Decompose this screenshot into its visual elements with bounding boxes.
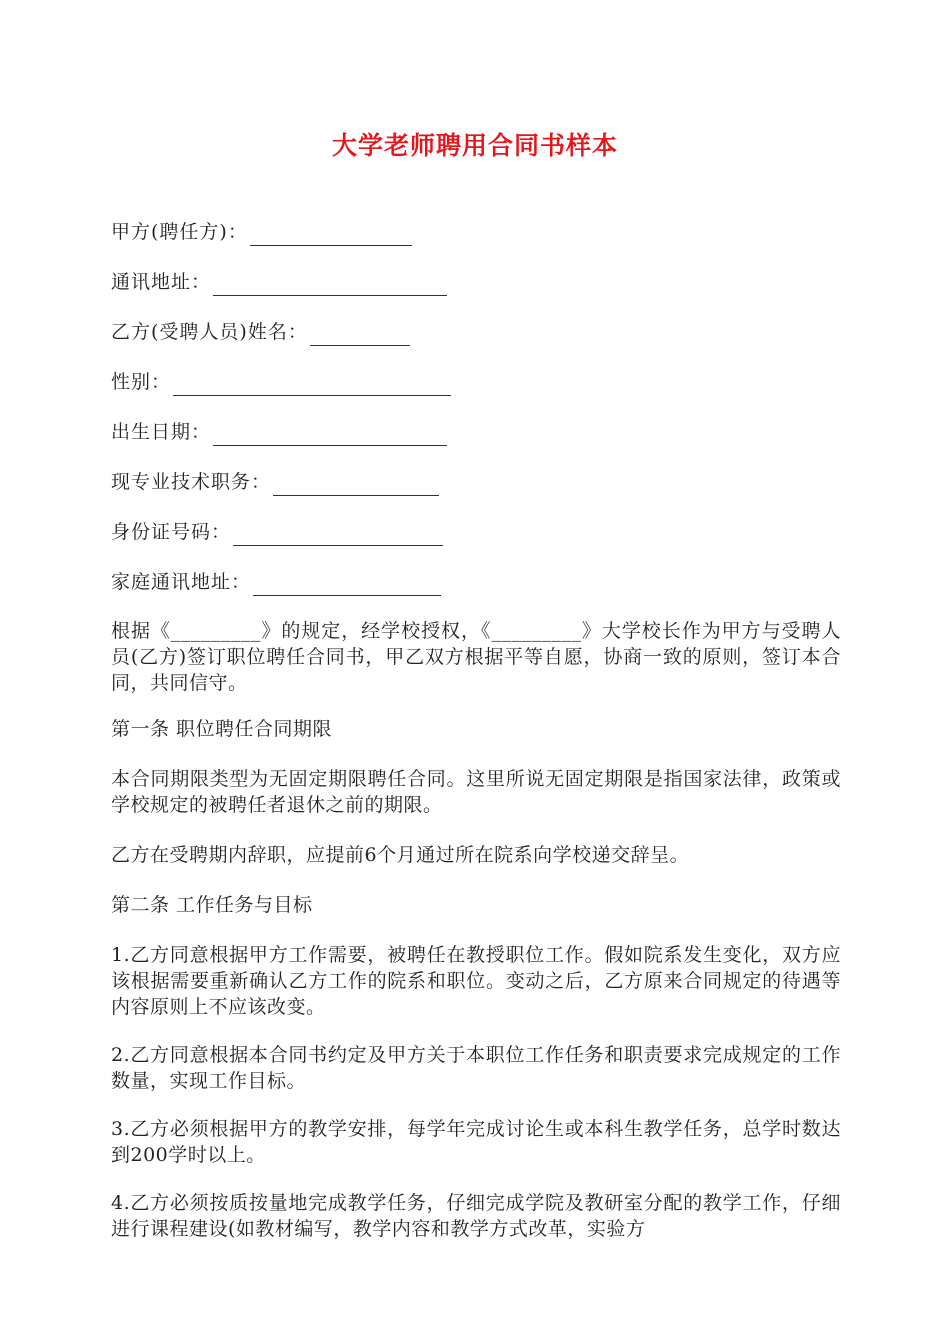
field-label: 乙方(受聘人员)姓名： [111,321,308,343]
field-label: 现专业技术职务： [111,471,272,493]
blank-line [213,275,447,296]
paragraph-article-1-heading: 第一条 职位聘任合同期限 [111,718,333,740]
paragraph-item-3: 3.乙方必须根据甲方的教学安排，每学年完成讨论生或本科生教学任务，总学时数达到200学时以上。 [111,1118,841,1166]
field-birth-date [111,418,447,446]
blank-line [233,525,443,546]
paragraph-item-1: 1.乙方同意根据甲方工作需要，被聘任在教授职位工作。假如院系发生变化，双方应该根据需要重新确认乙方工作的院系和职位。变动之后，乙方原来合同规定的待遇等内容原则上不应该改变。 [111,944,841,1018]
field-gender [111,368,451,396]
field-id-number [111,518,443,546]
paragraph-article-1-term: 本合同期限类型为无固定期限聘任合同。这里所说无固定期限是指国家法律，政策或学校规定的被聘任者退休之前的期限。 [111,768,841,816]
paragraph-article-2-heading: 第二条 工作任务与目标 [111,894,313,916]
field-label: 出生日期： [111,421,212,443]
field-home-address [111,568,441,596]
blank-line [253,575,441,596]
paragraph-article-1-resignation: 乙方在受聘期内辞职，应提前6个月通过所在院系向学校递交辞呈。 [111,844,690,866]
blank-line [310,325,410,346]
blank-line [273,475,439,496]
field-label: 甲方(聘任方)： [111,221,248,243]
blank-line [250,225,412,246]
field-label: 身份证号码： [111,521,232,543]
field-address [111,268,447,296]
field-title [111,468,439,496]
field-party-b-name [111,318,410,346]
field-label: 性别： [111,371,172,393]
field-label: 通讯地址： [111,271,212,293]
blank-line [173,375,451,396]
paragraph-preamble: 根据《_________》的规定，经学校授权，《_________》大学校长作为甲方与受聘人员(乙方)签订职位聘任合同书，甲乙双方根据平等自愿，协商一致的原则，签订本合同，共同信守。 [111,620,841,694]
document-title: 大学老师聘用合同书样本 [331,131,618,160]
blank-line [213,425,447,446]
paragraph-item-4: 4.乙方必须按质按量地完成教学任务，仔细完成学院及教研室分配的教学工作，仔细进行课程建设(如教材编写，教学内容和教学方式改革，实验方 [111,1192,841,1240]
field-label: 家庭通讯地址： [111,571,252,593]
field-party-a [111,218,412,246]
paragraph-item-2: 2.乙方同意根据本合同书约定及甲方关于本职位工作任务和职责要求完成规定的工作数量，实现工作目标。 [111,1044,841,1092]
